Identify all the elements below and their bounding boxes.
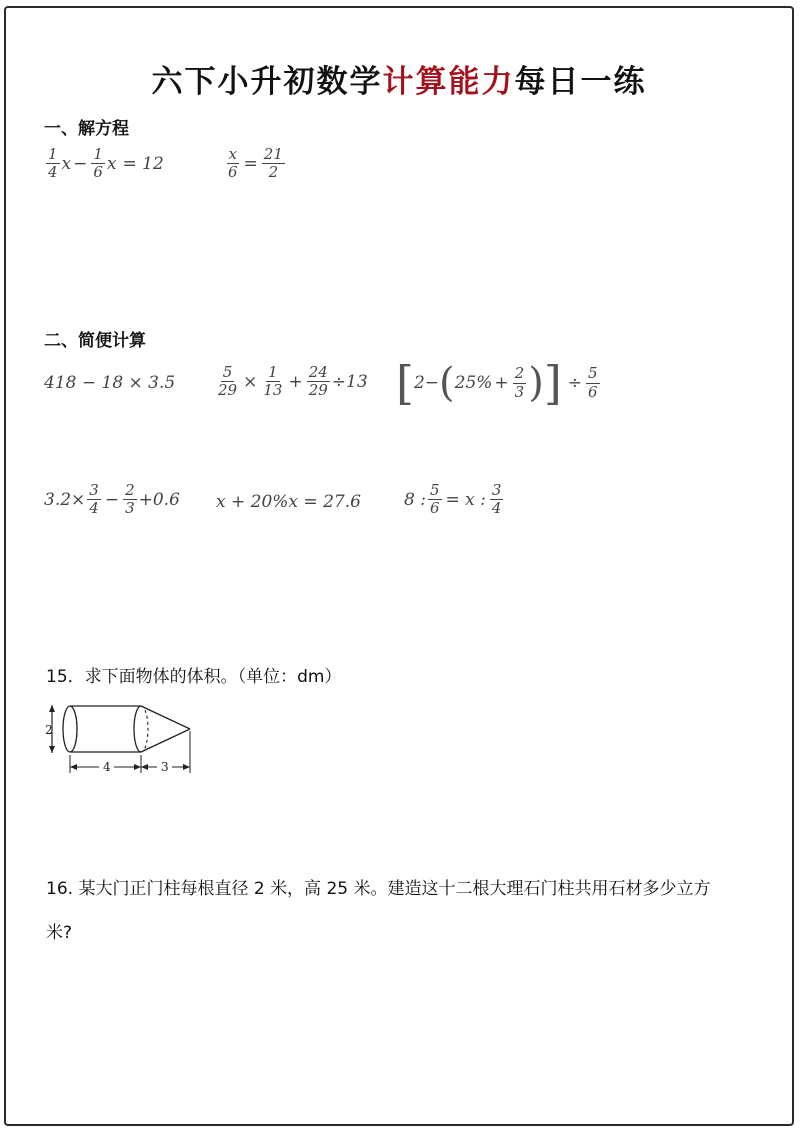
section-heading-simplify: 二、简便计算 [44,331,146,351]
height-label: 2 [45,723,53,737]
title-part-3: 每日一练 [514,64,647,100]
page-title [6,56,792,101]
fraction: $\frac{3}{4}$ [491,481,502,518]
equation-2: $\frac{x}{6}$ = $\frac{21}{2}$ [228,145,283,182]
title-part-1: 六下小升初数学 [151,64,383,100]
fraction: $\frac{5}{29}$ [218,363,238,400]
cylinder-cone-figure [44,701,204,781]
cylinder-length-label: 4 [103,760,111,774]
fraction: $\frac{2}{3}$ [125,481,135,518]
fraction: $\frac{2}{3}$ [514,364,525,401]
problem-3: [ 2− ( 25% + $\frac{2}{3}$ ) ] ÷ $\frac{5}{6}$ [396,356,598,410]
section-heading-equations: 一、解方程 [44,119,129,139]
question-16-line-2: 米? [46,923,73,943]
equation-1: $\frac{1}{4}$ x − $\frac{1}{6}$ x = 12 [48,145,164,182]
fraction: $\frac{5}{6}$ [429,481,440,518]
fraction: $\frac{24}{29}$ [308,363,328,400]
fraction: $\frac{1}{4}$ [48,145,58,182]
problem-2: $\frac{5}{29}$ × $\frac{1}{13}$ + $\frac{24}{29}$ ÷13 [218,363,368,400]
problem-1: 418 − 18 × 3.5 [44,373,176,393]
problem-4: 3.2× $\frac{3}{4}$ − $\frac{2}{3}$ +0.6 [44,481,180,518]
worksheet-page [4,6,794,1126]
fraction: $\frac{x}{6}$ [228,145,238,182]
cone-length-label: 3 [161,760,169,774]
title-accent: 计算能力 [382,64,515,100]
fraction: $\frac{1}{13}$ [263,363,283,400]
fraction: $\frac{3}{4}$ [89,481,99,518]
fraction: $\frac{5}{6}$ [588,364,598,401]
question-15: 15．求下面物体的体积。（单位：dm） [46,667,342,687]
fraction: $\frac{1}{6}$ [93,145,103,182]
problem-6: 8 : $\frac{5}{6}$ = x : $\frac{3}{4}$ [404,481,502,518]
fraction: $\frac{21}{2}$ [263,145,283,182]
problem-5: x + 20%x = 27.6 [216,492,361,512]
question-16-line-1: 16. 某大门正门柱每根直径 2 米，高 25 米。建造这十二根大理石门柱共用石材多少立方 [46,879,711,899]
